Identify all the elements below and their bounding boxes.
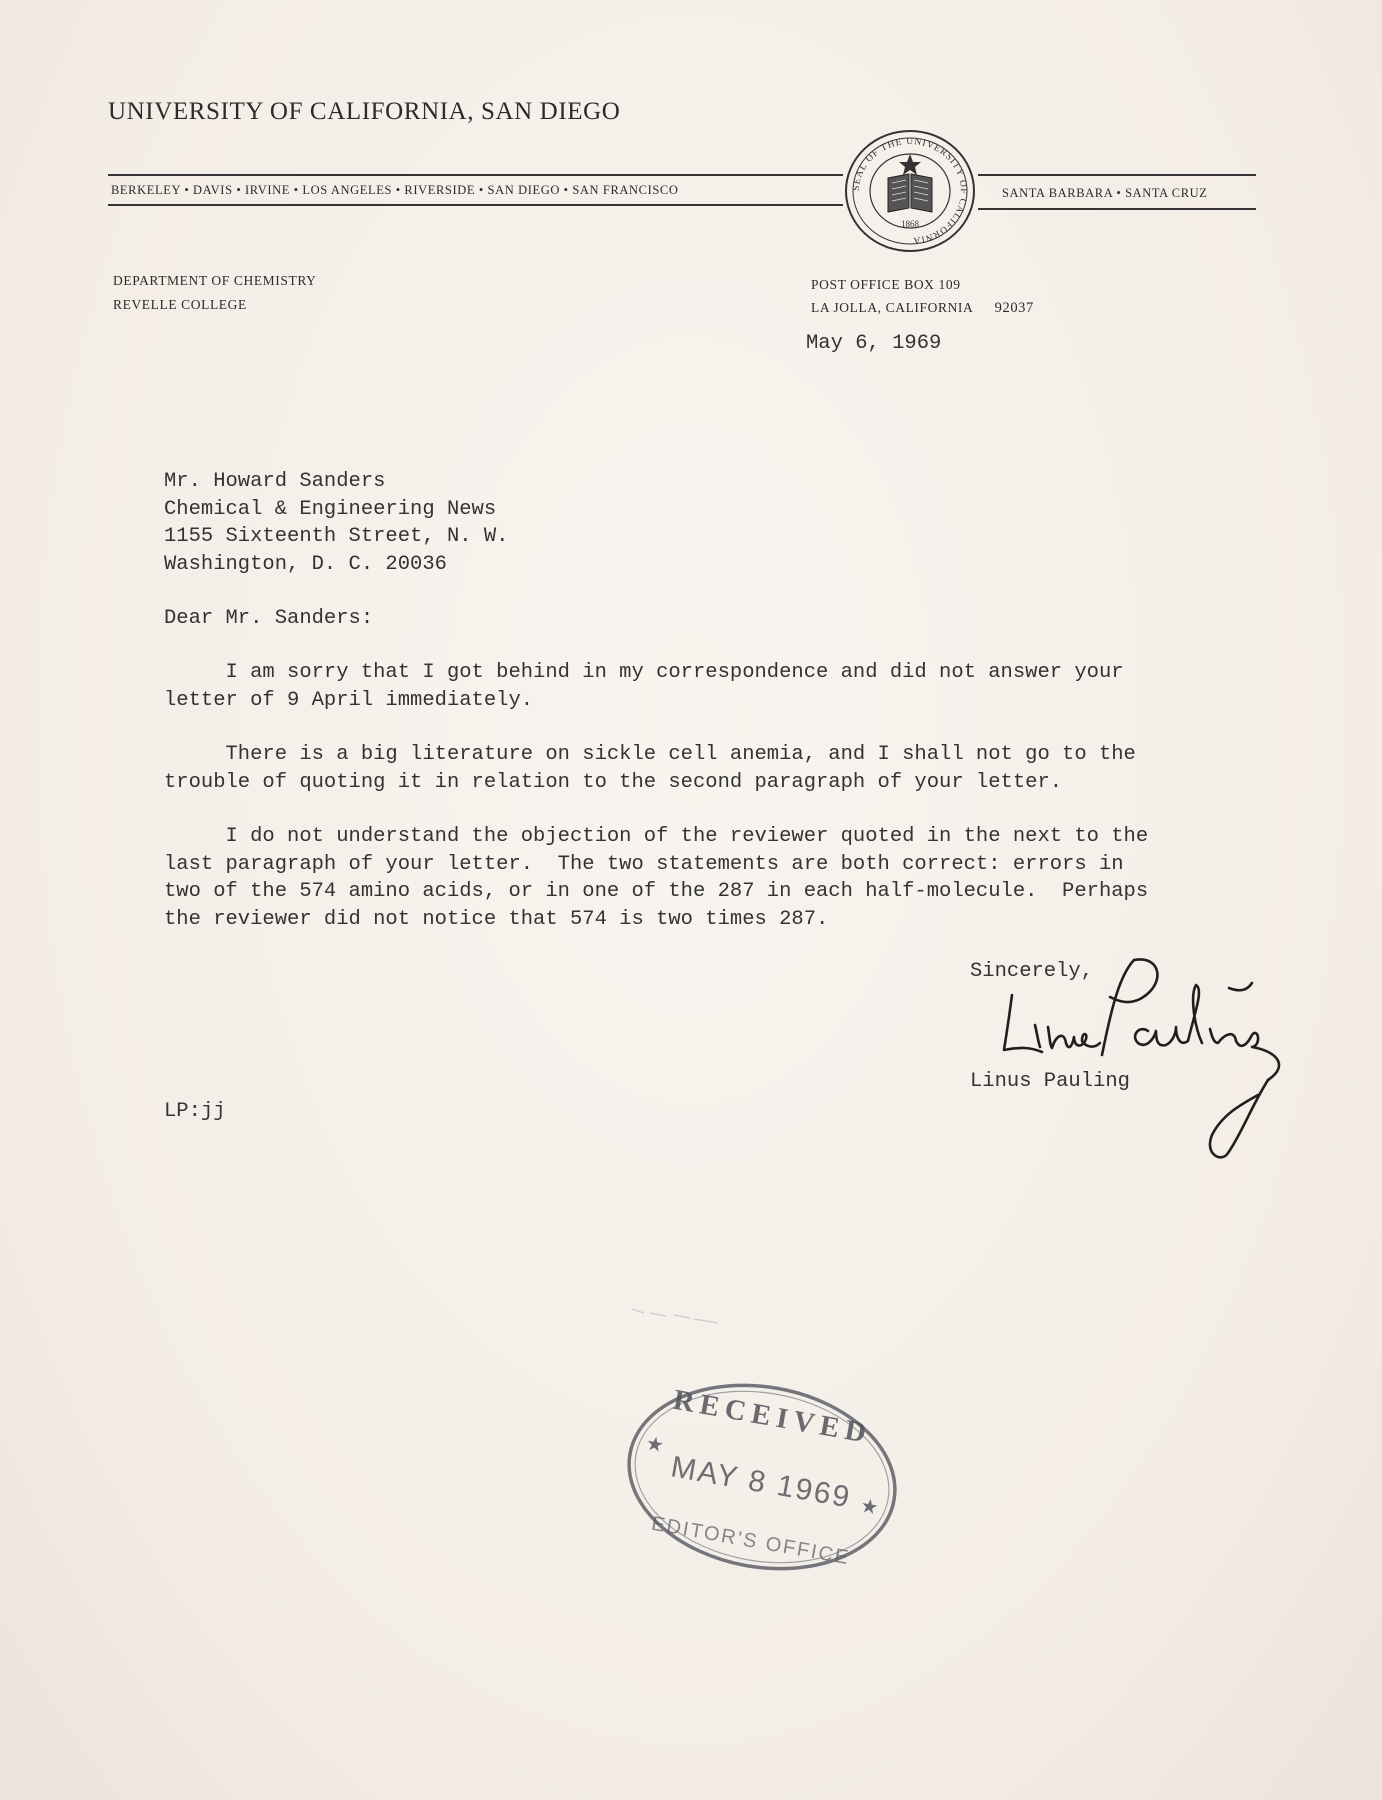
letter-date: May 6, 1969 xyxy=(806,332,942,355)
signer-name: Linus Pauling xyxy=(970,1070,1130,1093)
header-rule-top-right xyxy=(978,174,1256,176)
header-rule-top-left xyxy=(108,174,843,176)
body-paragraph-1: I am sorry that I got behind in my correspondence and did not answer your letter of 9 April immediately. xyxy=(164,661,1124,712)
stamp-star-left-icon: ★ xyxy=(644,1430,667,1458)
college-name: REVELLE COLLEGE xyxy=(113,297,247,312)
closing: Sincerely, xyxy=(970,960,1094,983)
stamp-date: MAY 8 1969 xyxy=(668,1450,854,1515)
recipient-street: 1155 Sixteenth Street, N. W. xyxy=(164,525,509,548)
received-stamp xyxy=(620,1370,905,1585)
department-name: DEPARTMENT OF CHEMISTRY xyxy=(113,273,317,288)
zip-code: 92037 xyxy=(994,300,1034,316)
stamp-star-right-icon: ★ xyxy=(858,1492,881,1520)
salutation: Dear Mr. Sanders: xyxy=(164,607,374,630)
university-seal-icon xyxy=(843,128,977,254)
po-box: POST OFFICE BOX 109 xyxy=(811,277,961,292)
handwritten-signature xyxy=(990,955,1290,1170)
body-paragraph-2: There is a big literature on sickle cell anemia, and I shall not go to the trouble of quoting it in relation to the second paragraph of your letter. xyxy=(164,743,1136,794)
body-paragraph-3: I do not understand the objection of the reviewer quoted in the next to the last paragraph of your letter. The two statements are both correct: errors in two of the 574 amino acids, or in one of the 287 in each half-molecule. Perhaps the reviewer did not notice that 574 is two times 287. xyxy=(164,825,1149,931)
recipient-organization: Chemical & Engineering News xyxy=(164,498,497,521)
svg-text:1868: 1868 xyxy=(901,219,919,229)
typist-initials: LP:jj xyxy=(164,1100,226,1123)
city-line xyxy=(811,300,1034,317)
university-name: UNIVERSITY OF CALIFORNIA, SAN DIEGO xyxy=(108,98,621,125)
stamp-label: RECEIVED xyxy=(670,1383,875,1451)
ink-smudge xyxy=(630,1305,720,1325)
campus-list-right: SANTA BARBARA • SANTA CRUZ xyxy=(1002,186,1208,200)
stamp-office: EDITOR'S OFFICE xyxy=(649,1512,852,1570)
svg-text:SEAL OF THE UNIVERSITY OF CALI: SEAL OF THE UNIVERSITY OF CALIFORNIA xyxy=(851,136,969,246)
recipient-name: Mr. Howard Sanders xyxy=(164,470,386,493)
header-rule-bottom-right xyxy=(978,208,1256,210)
campus-list-left: BERKELEY • DAVIS • IRVINE • LOS ANGELES • RIVERSIDE • SAN DIEGO • SAN FRANCISCO xyxy=(111,183,679,197)
recipient-city: Washington, D. C. 20036 xyxy=(164,553,447,576)
header-rule-bottom-left xyxy=(108,204,843,206)
city: LA JOLLA, CALIFORNIA xyxy=(811,300,973,315)
